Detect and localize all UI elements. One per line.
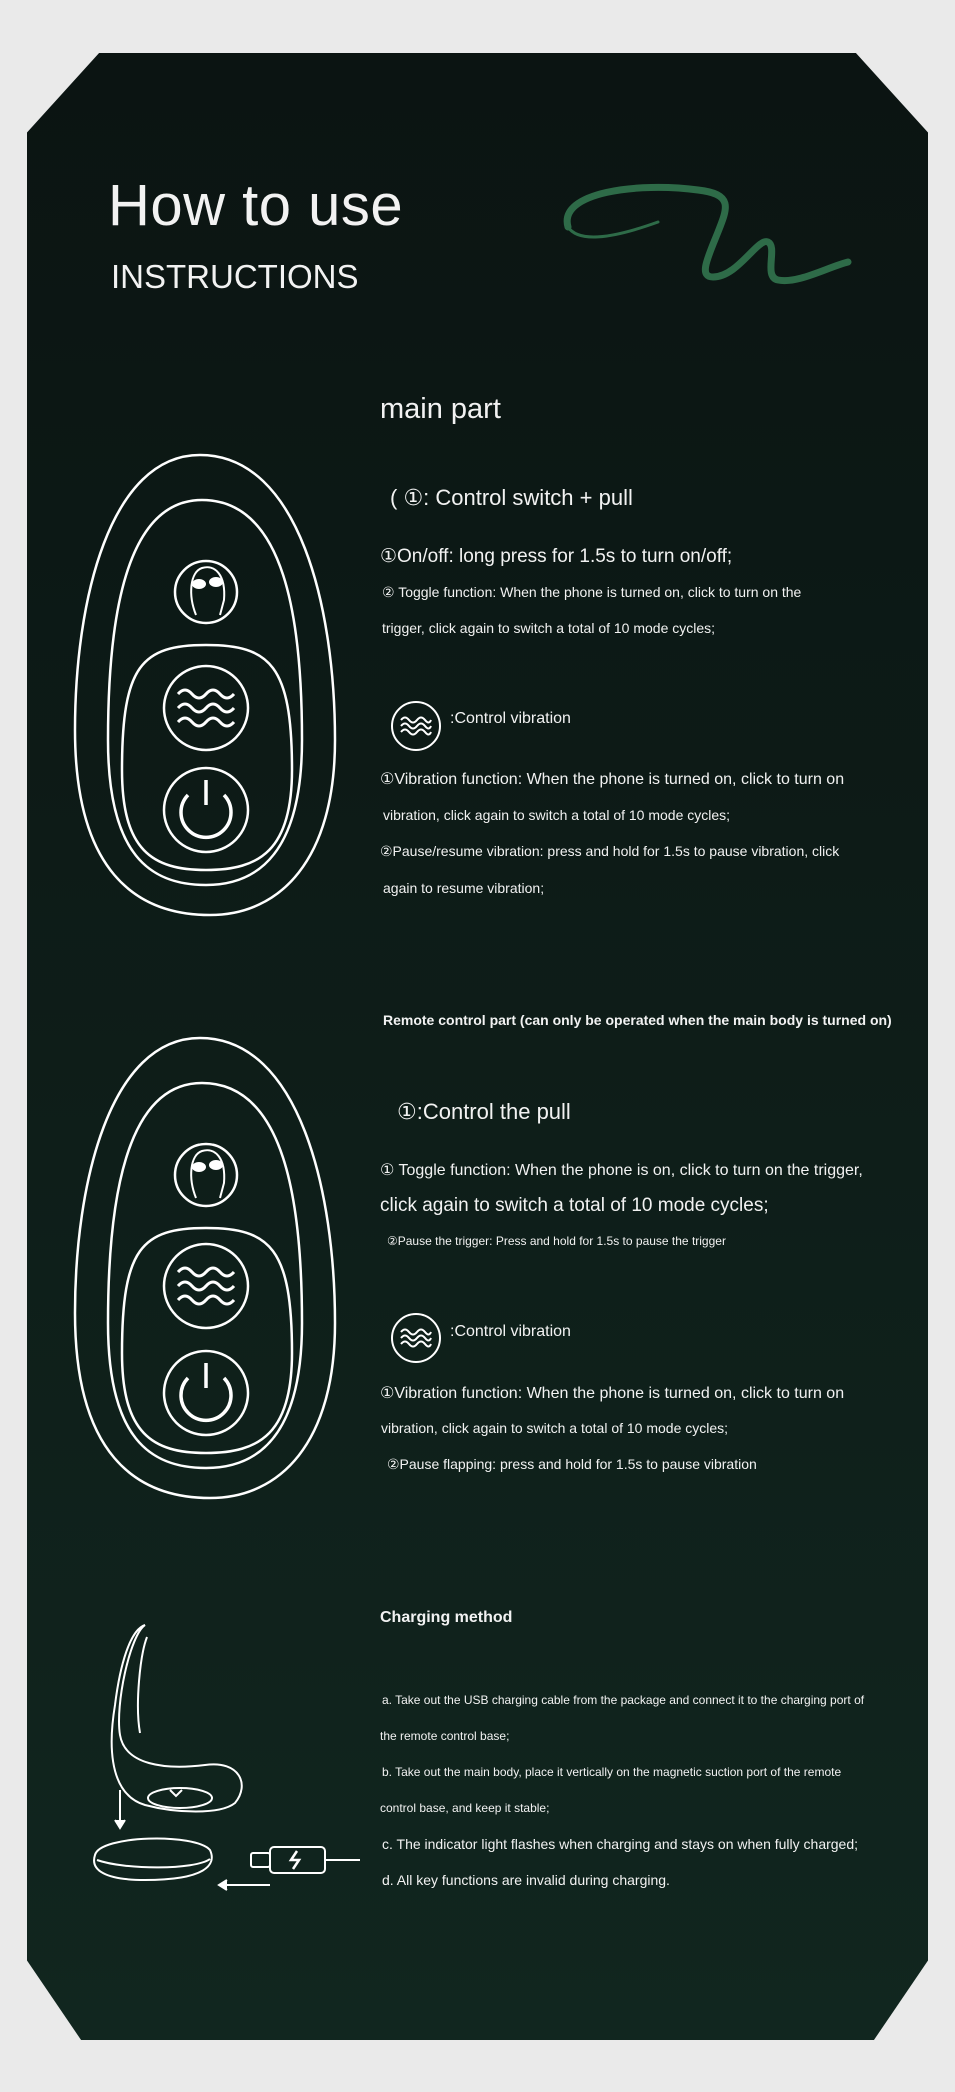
charging-line-5: c. The indicator light flashes when charging and stays on when fully charged; [382, 1836, 859, 1852]
main-vibration-label: :Control vibration [450, 710, 571, 727]
charging-line-2: the remote control base; [380, 1729, 510, 1743]
remote-control1-line-2: click again to switch a total of 10 mode cycles; [380, 1195, 769, 1216]
power-button-icon[interactable] [164, 1351, 248, 1435]
vibration-icon [391, 701, 441, 751]
remote-vibration-line-2: vibration, click again to switch a total of 10 mode cycles; [381, 1420, 729, 1436]
remote-control1-line-3: ②Pause the trigger: Press and hold for 1.5s to pause the trigger [387, 1234, 726, 1248]
wave-button-icon[interactable] [164, 666, 248, 750]
main-vibration-line-2: vibration, click again to switch a total of 10 mode cycles; [383, 807, 731, 823]
remote-vibration-line-3: ②Pause flapping: press and hold for 1.5s to pause vibration [387, 1456, 757, 1472]
power-button-icon[interactable] [164, 768, 248, 852]
remote-vibration-line-1: ①Vibration function: When the phone is turned on, click to turn on [380, 1385, 845, 1402]
main-vibration-line-1: ①Vibration function: When the phone is turned on, click to turn on [380, 771, 845, 788]
charging-line-6: d. All key functions are invalid during charging. [382, 1872, 670, 1888]
remote-device-diagram [70, 1033, 342, 1503]
charging-line-3: b. Take out the main body, place it vertically on the magnetic suction port of the remote [382, 1765, 842, 1779]
remote-control1-title: ①:Control the pull [397, 1099, 571, 1124]
main-part-heading: main part [380, 393, 501, 425]
remote-vibration-label: :Control vibration [450, 1323, 571, 1340]
swoosh-logo-icon [548, 172, 858, 297]
face-button-icon[interactable] [175, 1144, 237, 1206]
charging-line-4: control base, and keep it stable; [380, 1801, 550, 1815]
main-control1-title: ( ①: Control switch + pull [390, 485, 633, 510]
main-device-diagram [70, 450, 342, 920]
vibration-icon [391, 1313, 441, 1363]
face-button-icon[interactable] [175, 561, 237, 623]
remote-control1-line-1: ① Toggle function: When the phone is on, click to turn on the trigger, [380, 1162, 863, 1179]
main-control1-line-1: ①On/off: long press for 1.5s to turn on/off; [380, 546, 733, 567]
charging-heading: Charging method [380, 1609, 513, 1626]
charging-diagram [85, 1615, 375, 1895]
remote-part-heading: Remote control part (can only be operated when the main body is turned on) [383, 1012, 892, 1028]
main-control1-line-2: ② Toggle function: When the phone is turned on, click to turn on the [382, 584, 802, 600]
page-subtitle: INSTRUCTIONS [111, 258, 359, 295]
charging-line-1: a. Take out the USB charging cable from the package and connect it to the charging port of [382, 1693, 865, 1707]
main-control1-line-3: trigger, click again to switch a total of 10 mode cycles; [382, 620, 716, 636]
wave-button-icon[interactable] [164, 1244, 248, 1328]
main-vibration-line-4: again to resume vibration; [383, 880, 545, 896]
main-vibration-line-3: ②Pause/resume vibration: press and hold for 1.5s to pause vibration, click [380, 843, 840, 859]
page-title: How to use [108, 173, 404, 238]
